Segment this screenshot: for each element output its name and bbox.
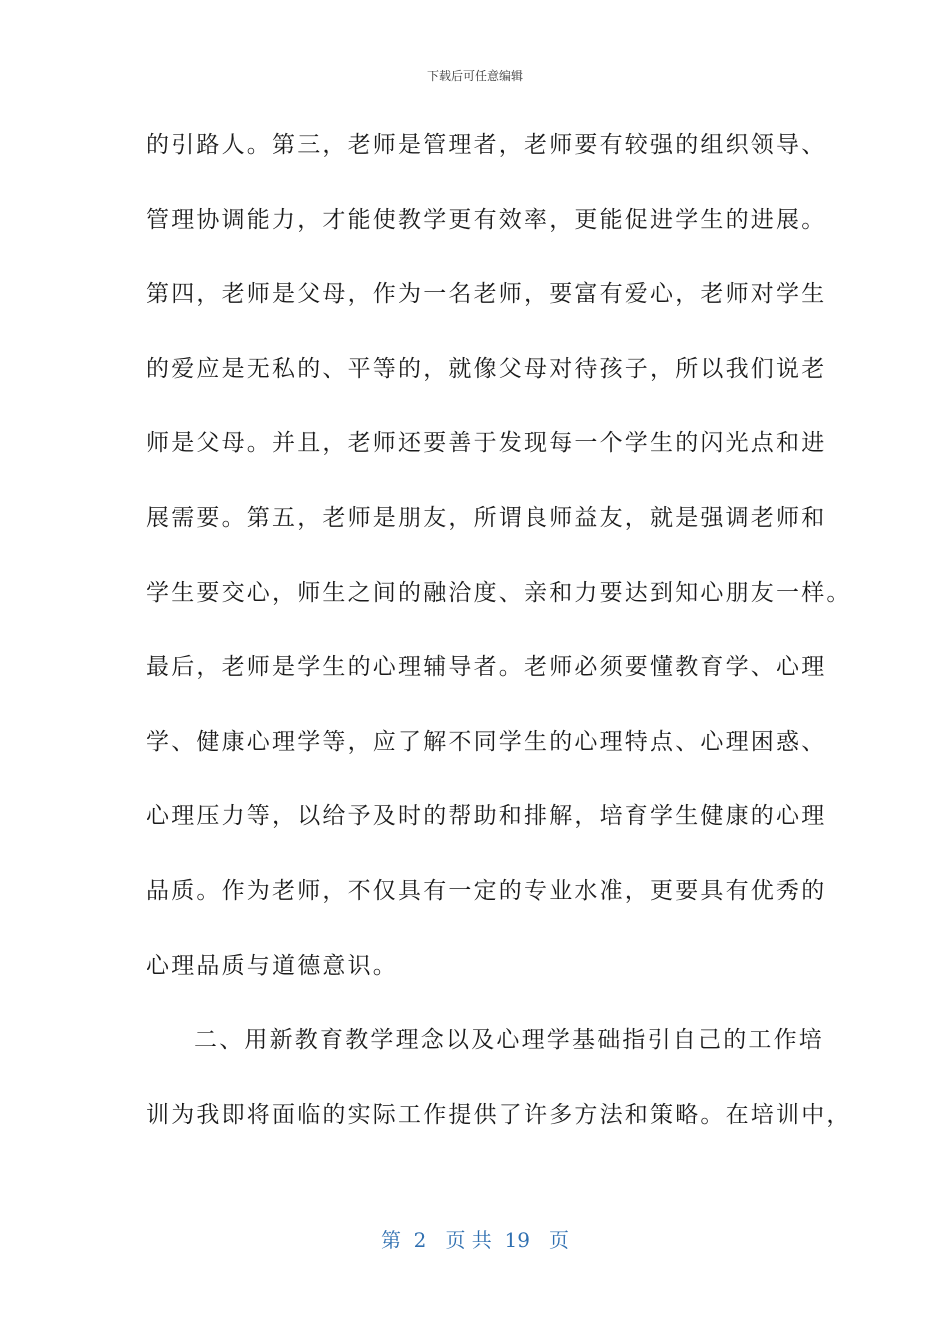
text-line: 第四，老师是父母，作为一名老师，要富有爱心，老师对学生 [146,281,827,308]
paragraph-2 [146,1019,852,1168]
paragraph-1 [146,124,852,1019]
text-line: 管理协调能力，才能使教学更有效率，更能促进学生的进展。 [146,206,827,233]
text-line: 品质。作为老师，不仅具有一定的专业水准，更要具有优秀的 [146,877,827,904]
text-line: 心理品质与道德意识。 [146,952,398,979]
text-line: 学生要交心，师生之间的融洽度、亲和力要达到知心朋友一样。 [146,579,852,606]
text-line: 师是父母。并且，老师还要善于发现每一个学生的闪光点和进 [146,430,827,457]
text-line: 学、健康心理学等，应了解不同学生的心理特点、心理困惑、 [146,728,827,755]
document-body [146,124,852,1168]
text-line: 的引路人。第三，老师是管理者，老师要有较强的组织领导、 [146,132,827,158]
text-line: 心理压力等，以给予及时的帮助和排解，培育学生健康的心理 [146,803,827,830]
page-number-footer: 第 2 页 共 19 页 [380,1228,570,1252]
header-note: 下载后可任意编辑 [426,69,523,83]
text-line: 的爱应是无私的、平等的，就像父母对待孩子，所以我们说老 [146,355,827,382]
text-line: 最后，老师是学生的心理辅导者。老师必须要懂教育学、心理 [146,654,827,681]
text-line: 二、用新教育教学理念以及心理学基础指引自己的工作培 [194,1027,824,1054]
text-line: 训为我即将面临的实际工作提供了许多方法和策略。在培训中， [146,1101,852,1128]
text-line: 展需要。第五，老师是朋友，所谓良师益友，就是强调老师和 [146,504,827,531]
